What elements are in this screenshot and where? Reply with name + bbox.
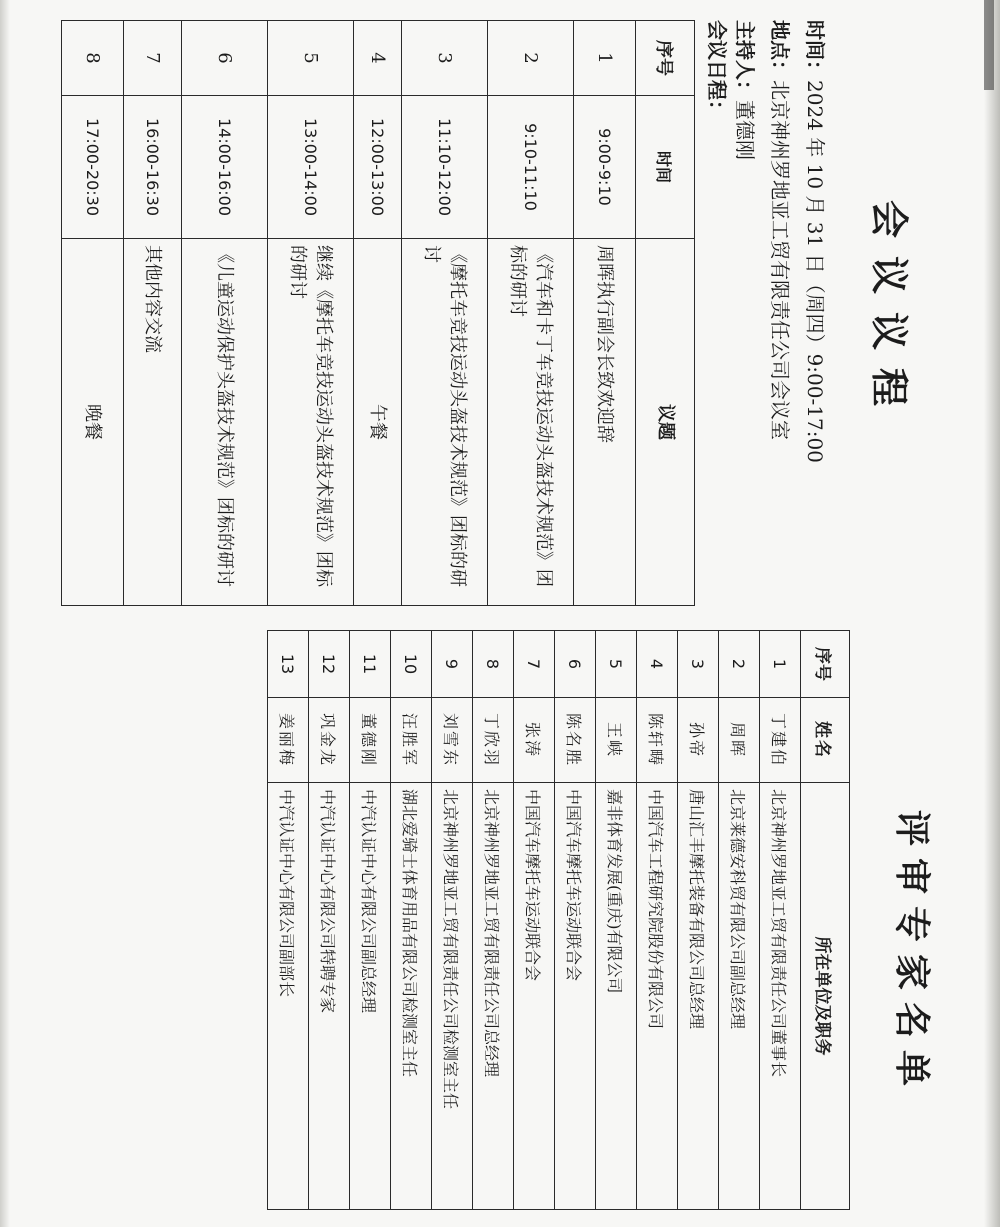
agenda-no: 8: [62, 21, 124, 96]
expert-unit: 北京莱德安科贸有限公司副总经理: [719, 783, 760, 1210]
table-row: [432, 631, 473, 1210]
experts-header-row: [801, 631, 850, 1210]
expert-no: 3: [678, 631, 719, 698]
table-row: [268, 21, 354, 606]
expert-no: 12: [309, 631, 350, 698]
expert-name: 陈名胜: [555, 698, 596, 783]
schedule-label: 会议日程：: [705, 20, 729, 120]
agenda-topic: 午餐: [354, 239, 402, 606]
table-row: [268, 631, 309, 1210]
expert-unit: 北京神州罗地亚工贸有限责任公司董事长: [760, 783, 801, 1210]
table-row: [354, 21, 402, 606]
agenda-time: 14:00-16:00: [182, 96, 268, 239]
table-row: [62, 21, 124, 606]
expert-no: 7: [514, 631, 555, 698]
table-row: [124, 21, 182, 606]
table-row: [574, 21, 636, 606]
agenda-time: 9:10-11:10: [488, 96, 574, 239]
experts-section: [20, 630, 940, 1220]
agenda-topic: 《摩托车竞技运动头盔技术规范》团标的研讨: [402, 239, 488, 606]
expert-name: 董德刚: [350, 698, 391, 783]
agenda-time: 11:10-12:00: [402, 96, 488, 239]
meeting-place: [767, 20, 793, 620]
table-row: [309, 631, 350, 1210]
agenda-time: 17:00-20:30: [62, 96, 124, 239]
agenda-time: 12:00-13:00: [354, 96, 402, 239]
expert-name: 巩金龙: [309, 698, 350, 783]
expert-name: 丁建伯: [760, 698, 801, 783]
table-row: [514, 631, 555, 1210]
meeting-host: [732, 20, 758, 620]
expert-no: 8: [473, 631, 514, 698]
agenda-topic: 《汽车和卡丁车竞技运动头盔技术规范》团标的研讨: [488, 239, 574, 606]
table-row: [350, 631, 391, 1210]
expert-no: 9: [432, 631, 473, 698]
experts-table: [267, 630, 850, 1210]
expert-unit: 中汽认证中心有限公司特聘专家: [309, 783, 350, 1210]
expert-name: 刘雪东: [432, 698, 473, 783]
meeting-place-value: 北京神州罗地亚工贸有限责任公司会议室: [768, 80, 792, 440]
meeting-host-label: 主持人：: [733, 20, 757, 100]
agenda-header-row: [636, 21, 695, 606]
agenda-topic: 周晖执行副会长致欢迎辞: [574, 239, 636, 606]
expert-unit: 唐山汇丰摩托装备有限公司总经理: [678, 783, 719, 1210]
expert-no: 10: [391, 631, 432, 698]
expert-name: 陈轩畴: [637, 698, 678, 783]
expert-name: 王峡: [596, 698, 637, 783]
agenda-header-topic: 议题: [636, 239, 695, 606]
expert-unit: 北京神州罗地亚工贸有限责任公司总经理: [473, 783, 514, 1210]
agenda-topic: 晚餐: [62, 239, 124, 606]
agenda-topic: 《儿童运动保护头盔技术规范》团标的研讨: [182, 239, 268, 606]
agenda-header-no: 序号: [636, 21, 695, 96]
meeting-place-label: 地点：: [768, 20, 792, 80]
agenda-time: 16:00-16:30: [124, 96, 182, 239]
table-row: [719, 631, 760, 1210]
agenda-title: 会议议程: [867, 200, 912, 425]
expert-name: 周晖: [719, 698, 760, 783]
expert-no: 11: [350, 631, 391, 698]
expert-name: 孙帝: [678, 698, 719, 783]
table-row: [182, 21, 268, 606]
expert-no: 5: [596, 631, 637, 698]
agenda-section: [20, 10, 920, 610]
agenda-no: 4: [354, 21, 402, 96]
experts-title: 评审专家名单: [891, 810, 933, 1099]
expert-no: 1: [760, 631, 801, 698]
experts-header-no: 序号: [801, 631, 850, 698]
agenda-no: 1: [574, 21, 636, 96]
expert-unit: 中国汽车摩托车运动联合会: [555, 783, 596, 1210]
experts-header-name: 姓名: [801, 698, 850, 783]
expert-unit: 中汽认证中心有限公司副部长: [268, 783, 309, 1210]
table-row: [555, 631, 596, 1210]
table-row: [678, 631, 719, 1210]
agenda-time: 9:00-9:10: [574, 96, 636, 239]
agenda-no: 2: [488, 21, 574, 96]
agenda-no: 7: [124, 21, 182, 96]
expert-unit: 嘉非体育发展(重庆)有限公司: [596, 783, 637, 1210]
table-row: [637, 631, 678, 1210]
agenda-header-time: 时间: [636, 96, 695, 239]
agenda-no: 6: [182, 21, 268, 96]
agenda-topic: 其他内容交流: [124, 239, 182, 606]
expert-unit: 北京神州罗地亚工贸有限责任公司检测室主任: [432, 783, 473, 1210]
agenda-topic: 继续《摩托车竞技运动头盔技术规范》团标的研讨: [268, 239, 354, 606]
meeting-host-value: 董德刚: [733, 100, 757, 160]
expert-no: 6: [555, 631, 596, 698]
agenda-no: 5: [268, 21, 354, 96]
meeting-time-label: 时间：: [803, 20, 827, 80]
table-row: [760, 631, 801, 1210]
expert-unit: 中国汽车工程研究院股份有限公司: [637, 783, 678, 1210]
expert-no: 4: [637, 631, 678, 698]
expert-unit: 中汽认证中心有限公司副总经理: [350, 783, 391, 1210]
meeting-schedule-label: [704, 20, 730, 620]
expert-name: 姜丽梅: [268, 698, 309, 783]
expert-no: 13: [268, 631, 309, 698]
table-row: [596, 631, 637, 1210]
table-row: [473, 631, 514, 1210]
expert-name: 张涛: [514, 698, 555, 783]
experts-header-unit: 所在单位及职务: [801, 783, 850, 1210]
table-row: [488, 21, 574, 606]
expert-unit: 湖北爱骑士体育用品有限公司检测室主任: [391, 783, 432, 1210]
agenda-no: 3: [402, 21, 488, 96]
agenda-time: 13:00-14:00: [268, 96, 354, 239]
agenda-table: [61, 20, 695, 606]
table-row: [402, 21, 488, 606]
expert-name: 汪胜军: [391, 698, 432, 783]
table-row: [391, 631, 432, 1210]
expert-name: 丁欣羽: [473, 698, 514, 783]
meeting-time: [802, 20, 828, 620]
meeting-time-value: 2024 年 10 月 31 日（周四）9:00-17:00: [803, 80, 827, 463]
expert-unit: 中国汽车摩托车运动联合会: [514, 783, 555, 1210]
expert-no: 2: [719, 631, 760, 698]
